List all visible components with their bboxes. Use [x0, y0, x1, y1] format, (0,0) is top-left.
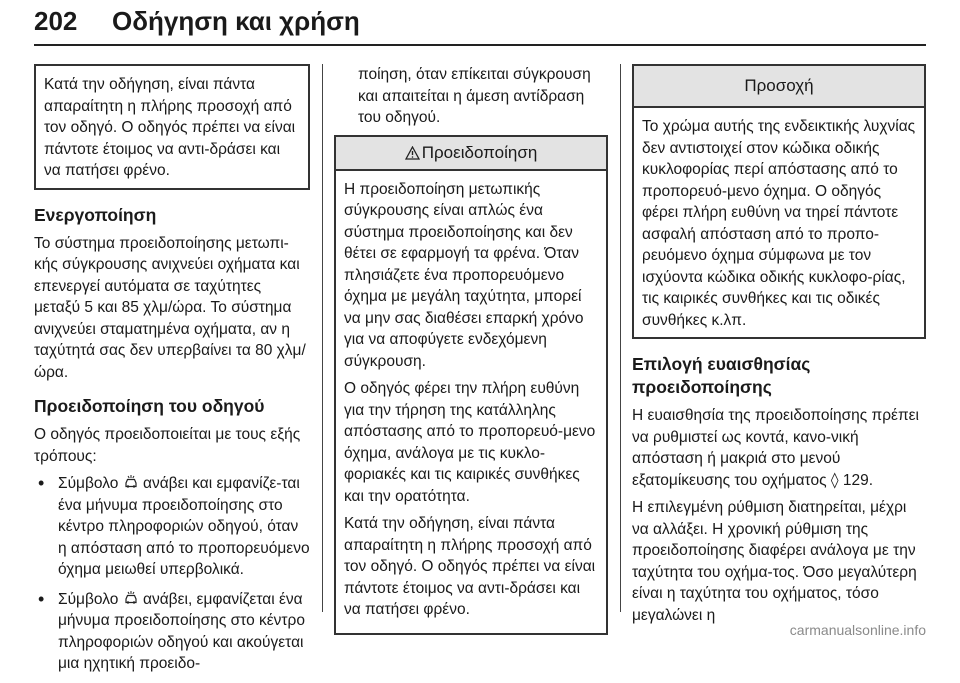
caution-box-text: Το χρώμα αυτής της ενδεικτικής λυχνίας δεν αντιστοιχεί στον κώδικα οδικής κυκλοφορίας περί απόστασης από το προπορευό-μενο όχημα. Ο οδηγός φέρει πλήρη ευθύνη να τηρεί πάντοτε ασφαλή απόσταση από το προπο-ρευόμενο όχημα σύμφωνα με τον ισχύοντα κώδικα οδικής κυκλοφο-ρίας, τις καιρικές συνθήκες και τις οδικές συνθήκες κ.λπ.: [642, 118, 916, 329]
column-divider-2: [620, 64, 621, 612]
page-title: Οδήγηση και χρήση: [112, 6, 360, 36]
heading-driver-warning: Προειδοποίηση του οδηγού: [34, 396, 265, 416]
attention-box-text: Κατά την οδήγηση, είναι πάντα απαραίτητη η πλήρης προσοχή από τον οδηγό. Ο οδηγός πρέπει να είναι πάντοτε έτοιμος να αντι-δράσει και να πατήσει φρένο.: [44, 76, 296, 179]
page-ref-link[interactable]: 129.: [842, 471, 874, 489]
car-collision-icon: [123, 474, 139, 490]
warning-paragraph: Η προειδοποίηση μετωπικής σύγκρουσης είναι απλώς ένα σύστημα προειδοποίησης και δεν θέτει σε εφαρμογή τα φρένα. Όταν πλησιάζετε ένα προπορευόμενο όχημα με μεγάλη ταχύτητα, μπορεί να μην σας διαθέσει επαρκή χρόνο για να αποφύγετε ενδεχόμενη σύγκρουση.: [344, 180, 584, 370]
list-item: [34, 589, 310, 675]
watermark: carmanualsonline.info: [789, 622, 926, 638]
warning-triangle-icon: [405, 146, 420, 160]
continued-text: ποίηση, όταν επίκειται σύγκρουση και απαιτείται η άμεση αντίδραση του οδηγού.: [358, 66, 591, 126]
car-collision-icon: [123, 590, 139, 606]
caution-box: [632, 64, 926, 339]
column-3: [632, 64, 926, 632]
sensitivity-text-2: Η επιλεγμένη ρύθμιση διατηρείται, μέχρι να αλλάξει. Η χρονική ρύθμιση της προειδοποίησης διαφέρει ανάλογα με την ταχύτητα του οχήμα-τος. Όσο μεγαλύτερη είναι η ταχύτητα του οχήματος, τόσο μεγαλώνει η: [632, 499, 917, 624]
column-divider-1: [322, 64, 323, 612]
column-1: [34, 64, 310, 683]
warning-box-body: [336, 171, 606, 633]
warning-box: [334, 135, 608, 635]
bullet-text: ανάβει, εμφανίζεται ένα μήνυμα προειδοποίησης στο κέντρο πληροφοριών οδηγού και ακούγεται μια ηχητική προειδο-: [58, 590, 305, 672]
warning-paragraph: Κατά την οδήγηση, είναι πάντα απαραίτητη η πλήρης προσοχή από τον οδηγό. Ο οδηγός πρέπει να είναι πάντοτε έτοιμος να αντι-δράσει και να πατήσει φρένο.: [344, 515, 596, 618]
page-number: 202: [34, 6, 78, 36]
bullet-dot: •: [38, 588, 45, 609]
activation-text: Το σύστημα προειδοποίησης μετωπι-κής σύγκρουσης ανιχνεύει οχήματα και επενεργεί αυτόματα σε ταχύτητες μεταξύ 5 και 85 χλμ/ώρα. Το σύστημα ανιχνεύει σταματημένα οχήματα, αν η ταχύτητά σας δεν υπερβαίνει τα 80 χλμ/ώρα.: [34, 234, 306, 381]
column-2: [334, 64, 608, 635]
bullet-prefix: Σύμβολο: [58, 475, 119, 492]
warning-box-title: Προειδοποίηση: [421, 142, 538, 162]
sensitivity-text: [632, 405, 926, 491]
bullet-prefix: Σύμβολο: [58, 590, 119, 608]
bullet-dot: •: [38, 473, 45, 493]
page-header: [0, 0, 960, 52]
heading-sensitivity: Επιλογή ευαισθησίας προειδοποίησης: [632, 354, 811, 397]
driver-warning-intro: Ο οδηγός προειδοποιείται με τους εξής τρόπους:: [34, 426, 301, 465]
heading-activation: Ενεργοποίηση: [34, 204, 157, 225]
bullet-text: ανάβει και εμφανίζε-ται ένα μήνυμα προειδοποίησης στο κέντρο πληροφοριών οδηγού, όταν η απόσταση από το προπορευόμενο όχημα μειωθεί υπερβολικά.: [58, 475, 310, 578]
sensitivity-text-part: Η ευαισθησία της προειδοποίησης πρέπει να ρυθμιστεί ως κοντά, κανο-νική απόσταση ή μακριά στο μενού εξατομίκευσης του οχήματος: [632, 407, 919, 489]
page-ref-arrow-icon: ◊: [830, 470, 839, 489]
warning-box-header: [336, 137, 606, 171]
list-item: [34, 473, 310, 581]
attention-box: [34, 64, 310, 190]
warning-paragraph: Ο οδηγός φέρει την πλήρη ευθύνη για την τήρηση της κατάλληλης απόστασης από το προπορευό-μενο όχημα, ανάλογα με τις κυκλο-φοριακές και τις καιρικές συνθήκες και την ορατότητα.: [344, 380, 596, 505]
caution-box-title: Προσοχή: [634, 66, 924, 108]
header-rule: [34, 44, 926, 46]
warning-methods-list: [34, 473, 310, 675]
